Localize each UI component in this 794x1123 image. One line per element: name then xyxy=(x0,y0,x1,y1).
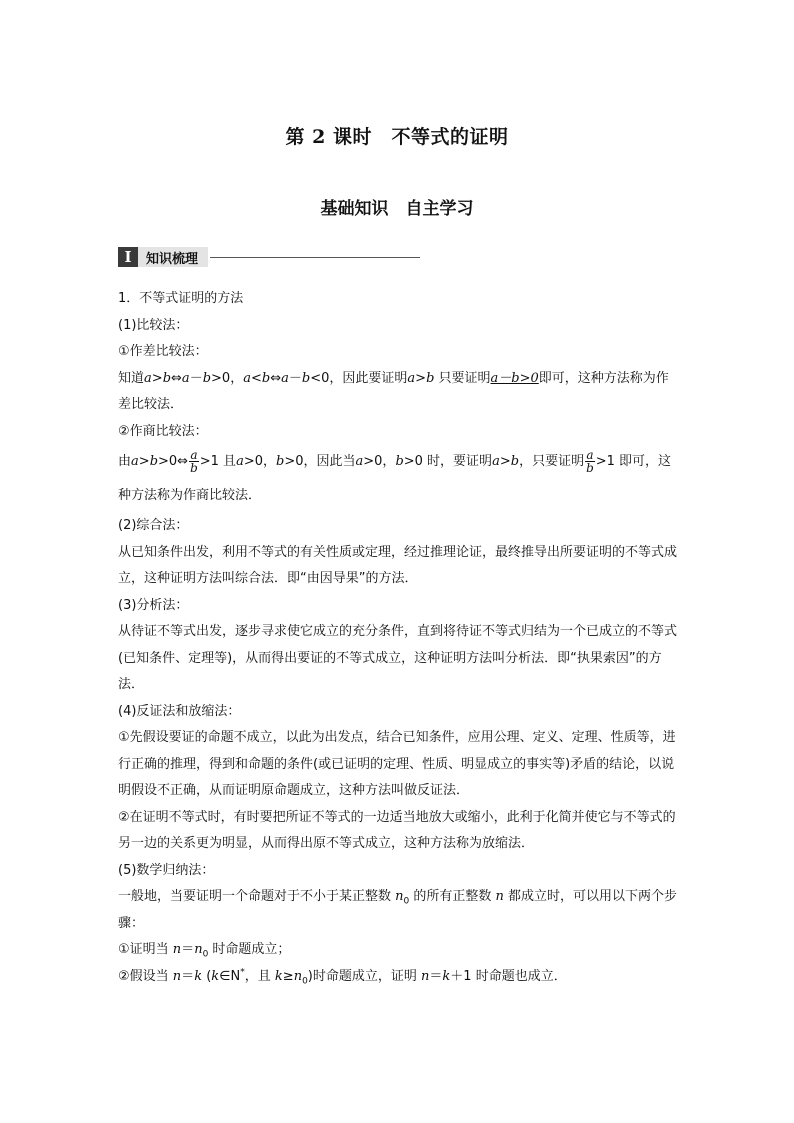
fraction-denominator: b xyxy=(586,461,594,475)
var: a xyxy=(355,454,364,469)
text: < xyxy=(250,370,262,386)
method-1a-text xyxy=(118,366,678,419)
text: )时命题成立，证明 xyxy=(307,968,422,984)
text: >0 时，要证明 xyxy=(403,454,493,469)
var: a xyxy=(281,370,289,386)
text: ，且 xyxy=(244,968,275,984)
var: n xyxy=(194,942,203,957)
var: n xyxy=(172,942,182,957)
text: >1 即可，这种方法称为作商比较法． xyxy=(118,454,672,503)
text: ( xyxy=(202,968,212,984)
method-1-title: (1)比较法： xyxy=(118,317,189,333)
var: k xyxy=(194,968,203,984)
content-body xyxy=(118,286,678,990)
text: > xyxy=(415,370,427,386)
var: n xyxy=(395,889,404,904)
text: >0， xyxy=(363,454,396,469)
fraction-numerator: a xyxy=(586,448,594,462)
var: k xyxy=(211,968,220,984)
text: ≥ xyxy=(282,968,294,984)
text: ，只要证明 xyxy=(519,454,585,469)
text: 时命题成立； xyxy=(208,942,291,957)
var: a xyxy=(243,370,251,386)
method-5a-text xyxy=(118,937,678,964)
var: a xyxy=(236,454,244,469)
var: a xyxy=(492,454,500,469)
var: n xyxy=(172,968,182,984)
var: b xyxy=(276,454,285,469)
text: >0，因此当 xyxy=(284,454,356,469)
method-1b-text xyxy=(118,445,678,513)
var: b xyxy=(162,370,172,386)
text: >1 且 xyxy=(199,454,237,469)
text: ①证明当 xyxy=(118,942,173,957)
text: ∈N xyxy=(219,968,241,984)
var: a xyxy=(181,370,190,386)
text: 都成立时，可以用以下两个步骤： xyxy=(118,889,678,931)
method-5-text xyxy=(118,884,678,937)
section-number-badge: I xyxy=(118,247,138,267)
method-5-title: (5)数学归纳法： xyxy=(118,862,215,878)
method-1b-title: ②作商比较法： xyxy=(118,423,208,439)
var: k xyxy=(442,968,451,984)
method-5b-text xyxy=(118,964,678,991)
fraction-denominator: b xyxy=(190,461,198,475)
text: ⇔ xyxy=(270,370,282,386)
var: a xyxy=(407,370,416,386)
text: >0， xyxy=(243,454,276,469)
text: > xyxy=(138,454,150,469)
var: a xyxy=(131,454,139,469)
method-4b-text: ②在证明不等式时，有时要把所证不等式的一边适当地放大或缩小，此利于化简并使它与不等式的另一边的关系更为明显，从而得出原不等式成立，这种方法称为放缩法． xyxy=(118,809,676,851)
superscript: * xyxy=(240,967,245,978)
method-3-text: 从待证不等式出发，逐步寻求使它成立的充分条件，直到将待证不等式归结为一个已成立的不等式(已知条件、定理等)，从而得出要证的不等式成立，这种证明方法叫分析法．即“执果索因”的方法． xyxy=(118,624,678,692)
text: 知道 xyxy=(118,370,145,386)
method-4-title: (4)反证法和放缩法： xyxy=(118,703,241,719)
text: <0，因此要证明 xyxy=(310,370,408,386)
text: － xyxy=(288,370,302,386)
text: 由 xyxy=(118,454,132,469)
method-2-text: 从已知条件出发，利用不等式的有关性质或定理，经过推理论证，最终推导出所要证明的不等式成立，这种证明方法叫综合法．即“由因导果”的方法． xyxy=(118,544,678,586)
text: > xyxy=(151,370,163,386)
var: n xyxy=(293,968,303,984)
var: a xyxy=(144,370,152,386)
var: n xyxy=(495,889,504,904)
var: b xyxy=(510,454,520,469)
text: 只要证明 xyxy=(434,370,491,386)
heading-methods: 1．不等式证明的方法 xyxy=(118,291,244,306)
section-subtitle: 基础知识 自主学习 xyxy=(320,199,474,219)
subscript: 0 xyxy=(403,896,410,907)
text: ②假设当 xyxy=(118,968,173,984)
var: b xyxy=(261,370,271,386)
subscript: 0 xyxy=(302,976,308,987)
method-3-title: (3)分析法： xyxy=(118,597,189,613)
fraction-a-over-b xyxy=(189,449,199,474)
method-4a-text: ①先假设要证的命题不成立，以此为出发点，结合已知条件，应用公理、定义、定理、性质等，进行正确的推理，得到和命题的条件(或已证明的定理、性质、明显成立的事实等)矛盾的结论，以说明假设不正确，从而证明原命题成立，这种方法叫做反证法． xyxy=(118,730,676,798)
section-header xyxy=(118,247,420,267)
method-2-title: (2)综合法： xyxy=(118,518,189,533)
text: >0， xyxy=(211,370,244,386)
text: 一般地，当要证明一个命题对于不小于某正整数 xyxy=(118,889,396,904)
var: b xyxy=(202,370,212,386)
underlined-answer: a－b>0 xyxy=(490,370,539,386)
text: － xyxy=(189,370,203,386)
text: ＝ xyxy=(429,968,443,984)
fraction-numerator: a xyxy=(190,448,198,462)
text: 的所有正整数 xyxy=(409,889,496,904)
text: 即可，这种方法称为作差比较法． xyxy=(118,370,669,412)
fraction-a-over-b-2 xyxy=(585,449,595,474)
text: ⇔ xyxy=(171,370,182,386)
text: ＋1 时命题也成立． xyxy=(450,968,567,984)
page-title: 第 2 课时 不等式的证明 xyxy=(285,126,509,148)
var: n xyxy=(421,968,430,984)
var: b xyxy=(426,370,435,386)
section-label: 知识梳理 xyxy=(138,247,208,267)
subscript: 0 xyxy=(202,949,209,960)
text: >0⇔ xyxy=(158,454,189,469)
var: b xyxy=(395,454,404,469)
text: > xyxy=(499,454,511,469)
text: ＝ xyxy=(181,968,195,984)
method-1a-title: ①作差比较法： xyxy=(118,344,208,359)
section-rule xyxy=(210,257,420,258)
var: b xyxy=(149,454,159,469)
var: b xyxy=(301,370,311,386)
text: ＝ xyxy=(181,942,195,957)
var: k xyxy=(274,968,283,984)
